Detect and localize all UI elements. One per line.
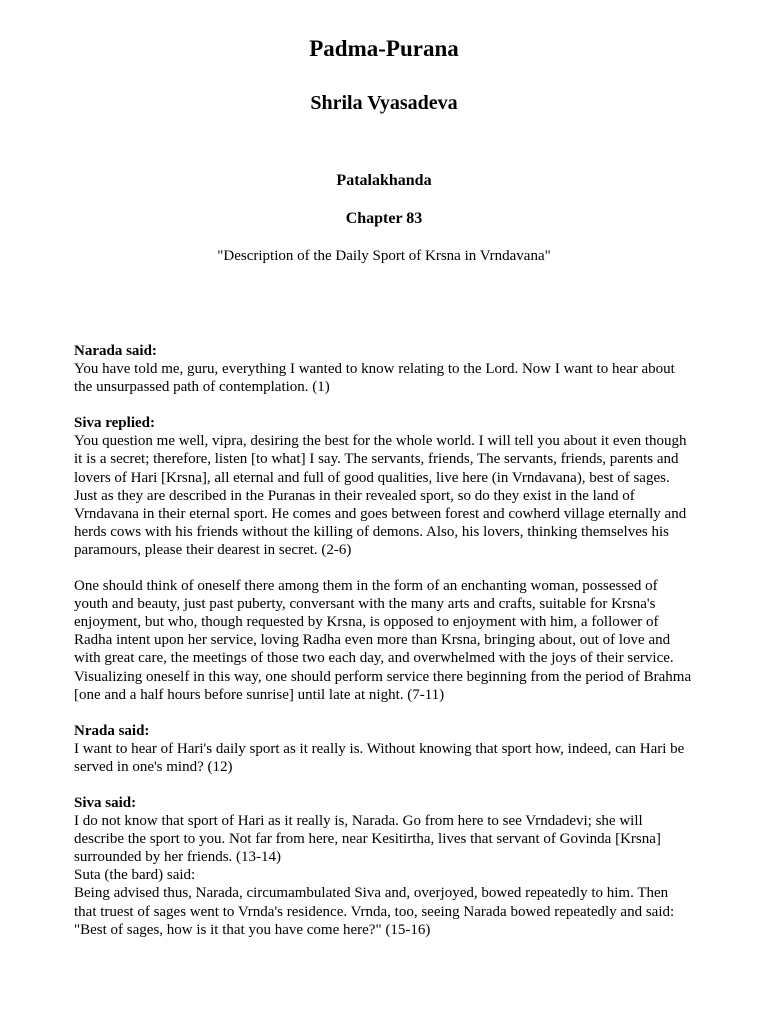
section-name: Patalakhanda bbox=[336, 172, 432, 189]
document-title: Padma-Purana bbox=[309, 36, 459, 61]
paragraph-gap bbox=[74, 704, 694, 722]
document-author: Shrila Vyasadeva bbox=[310, 92, 458, 114]
dialogue-block bbox=[74, 342, 694, 396]
chapter-title: "Description of the Daily Sport of Krsna in Vrndavana" bbox=[217, 248, 551, 264]
dialogue-block bbox=[74, 722, 694, 776]
speaker-label: Siva said: bbox=[74, 794, 137, 811]
paragraph-gap bbox=[74, 396, 694, 414]
dialogue-block bbox=[74, 794, 694, 866]
speaker-label: Narada said: bbox=[74, 343, 157, 359]
paragraph-gap bbox=[74, 776, 694, 794]
paragraph-text: I do not know that sport of Hari as it really is, Narada. Go from here to see Vrndadevi; she will describe the sport to you. Not far from here, near Kesitirtha, lives that servant of Govinda [Krsna] surrounded by her friends. (13-14) bbox=[74, 813, 661, 866]
paragraph-gap bbox=[74, 559, 694, 577]
paragraph-text: You have told me, guru, everything I wanted to know relating to the Lord. Now I want to hear about the unsurpassed path of contemplation. (1) bbox=[74, 361, 675, 396]
speaker-label: Siva replied: bbox=[74, 415, 155, 432]
speaker-label: Nrada said: bbox=[74, 722, 150, 739]
chapter-number: Chapter 83 bbox=[345, 210, 423, 227]
document-body bbox=[74, 342, 694, 939]
paragraph-text: You question me well, vipra, desiring the best for the whole world. I will tell you about it even though it is a secret; therefore, listen [to what] I say. The servants, friends, The servants, friends, parents and lovers of Hari [Krsna], all eternal and full of good qualities, live here (in Vrndavana), best of sages. Just as they are described in the Puranas in their revealed sport, so do they exist in the land of Vrndavana in their eternal sport. He comes and goes between forest and cowherd village eternally and herds cows with his friends without the killing of demons. Also, his lovers, thinking themselves his paramours, please their dearest in secret. (2-6) bbox=[74, 433, 687, 558]
paragraph-text: I want to hear of Hari's daily sport as it really is. Without knowing that sport how, indeed, can Hari be served in one's mind? (12) bbox=[74, 740, 685, 775]
paragraph-text: Being advised thus, Narada, circumambulated Siva and, overjoyed, bowed repeatedly to him. Then that truest of sages went to Vrnda's residence. Vrnda, too, seeing Narada bowed repeatedly and said: "Best of sages, how is it that you have come here?" (15-16) bbox=[74, 885, 675, 938]
dialogue-block bbox=[74, 577, 694, 704]
speaker-label: Suta (the bard) said: bbox=[74, 867, 196, 884]
dialogue-block bbox=[74, 414, 694, 559]
paragraph-text: One should think of oneself there among them in the form of an enchanting woman, possessed of youth and beauty, just past puberty, conversant with the many arts and crafts, suitable for Krsna's enjoyment, but who, though requested by Krsna, is opposed to enjoyment with him, a follower of Radha intent upon her service, loving Radha even more than Krsna, bringing about, out of love and with great care, the meetings of those two each day, and overwhelmed with the joys of their service. Visualizing oneself in this way, one should perform service there beginning from the period of Brahma [one and a half hours before sunrise] until late at night. (7-11) bbox=[74, 578, 692, 703]
dialogue-block bbox=[74, 866, 694, 938]
